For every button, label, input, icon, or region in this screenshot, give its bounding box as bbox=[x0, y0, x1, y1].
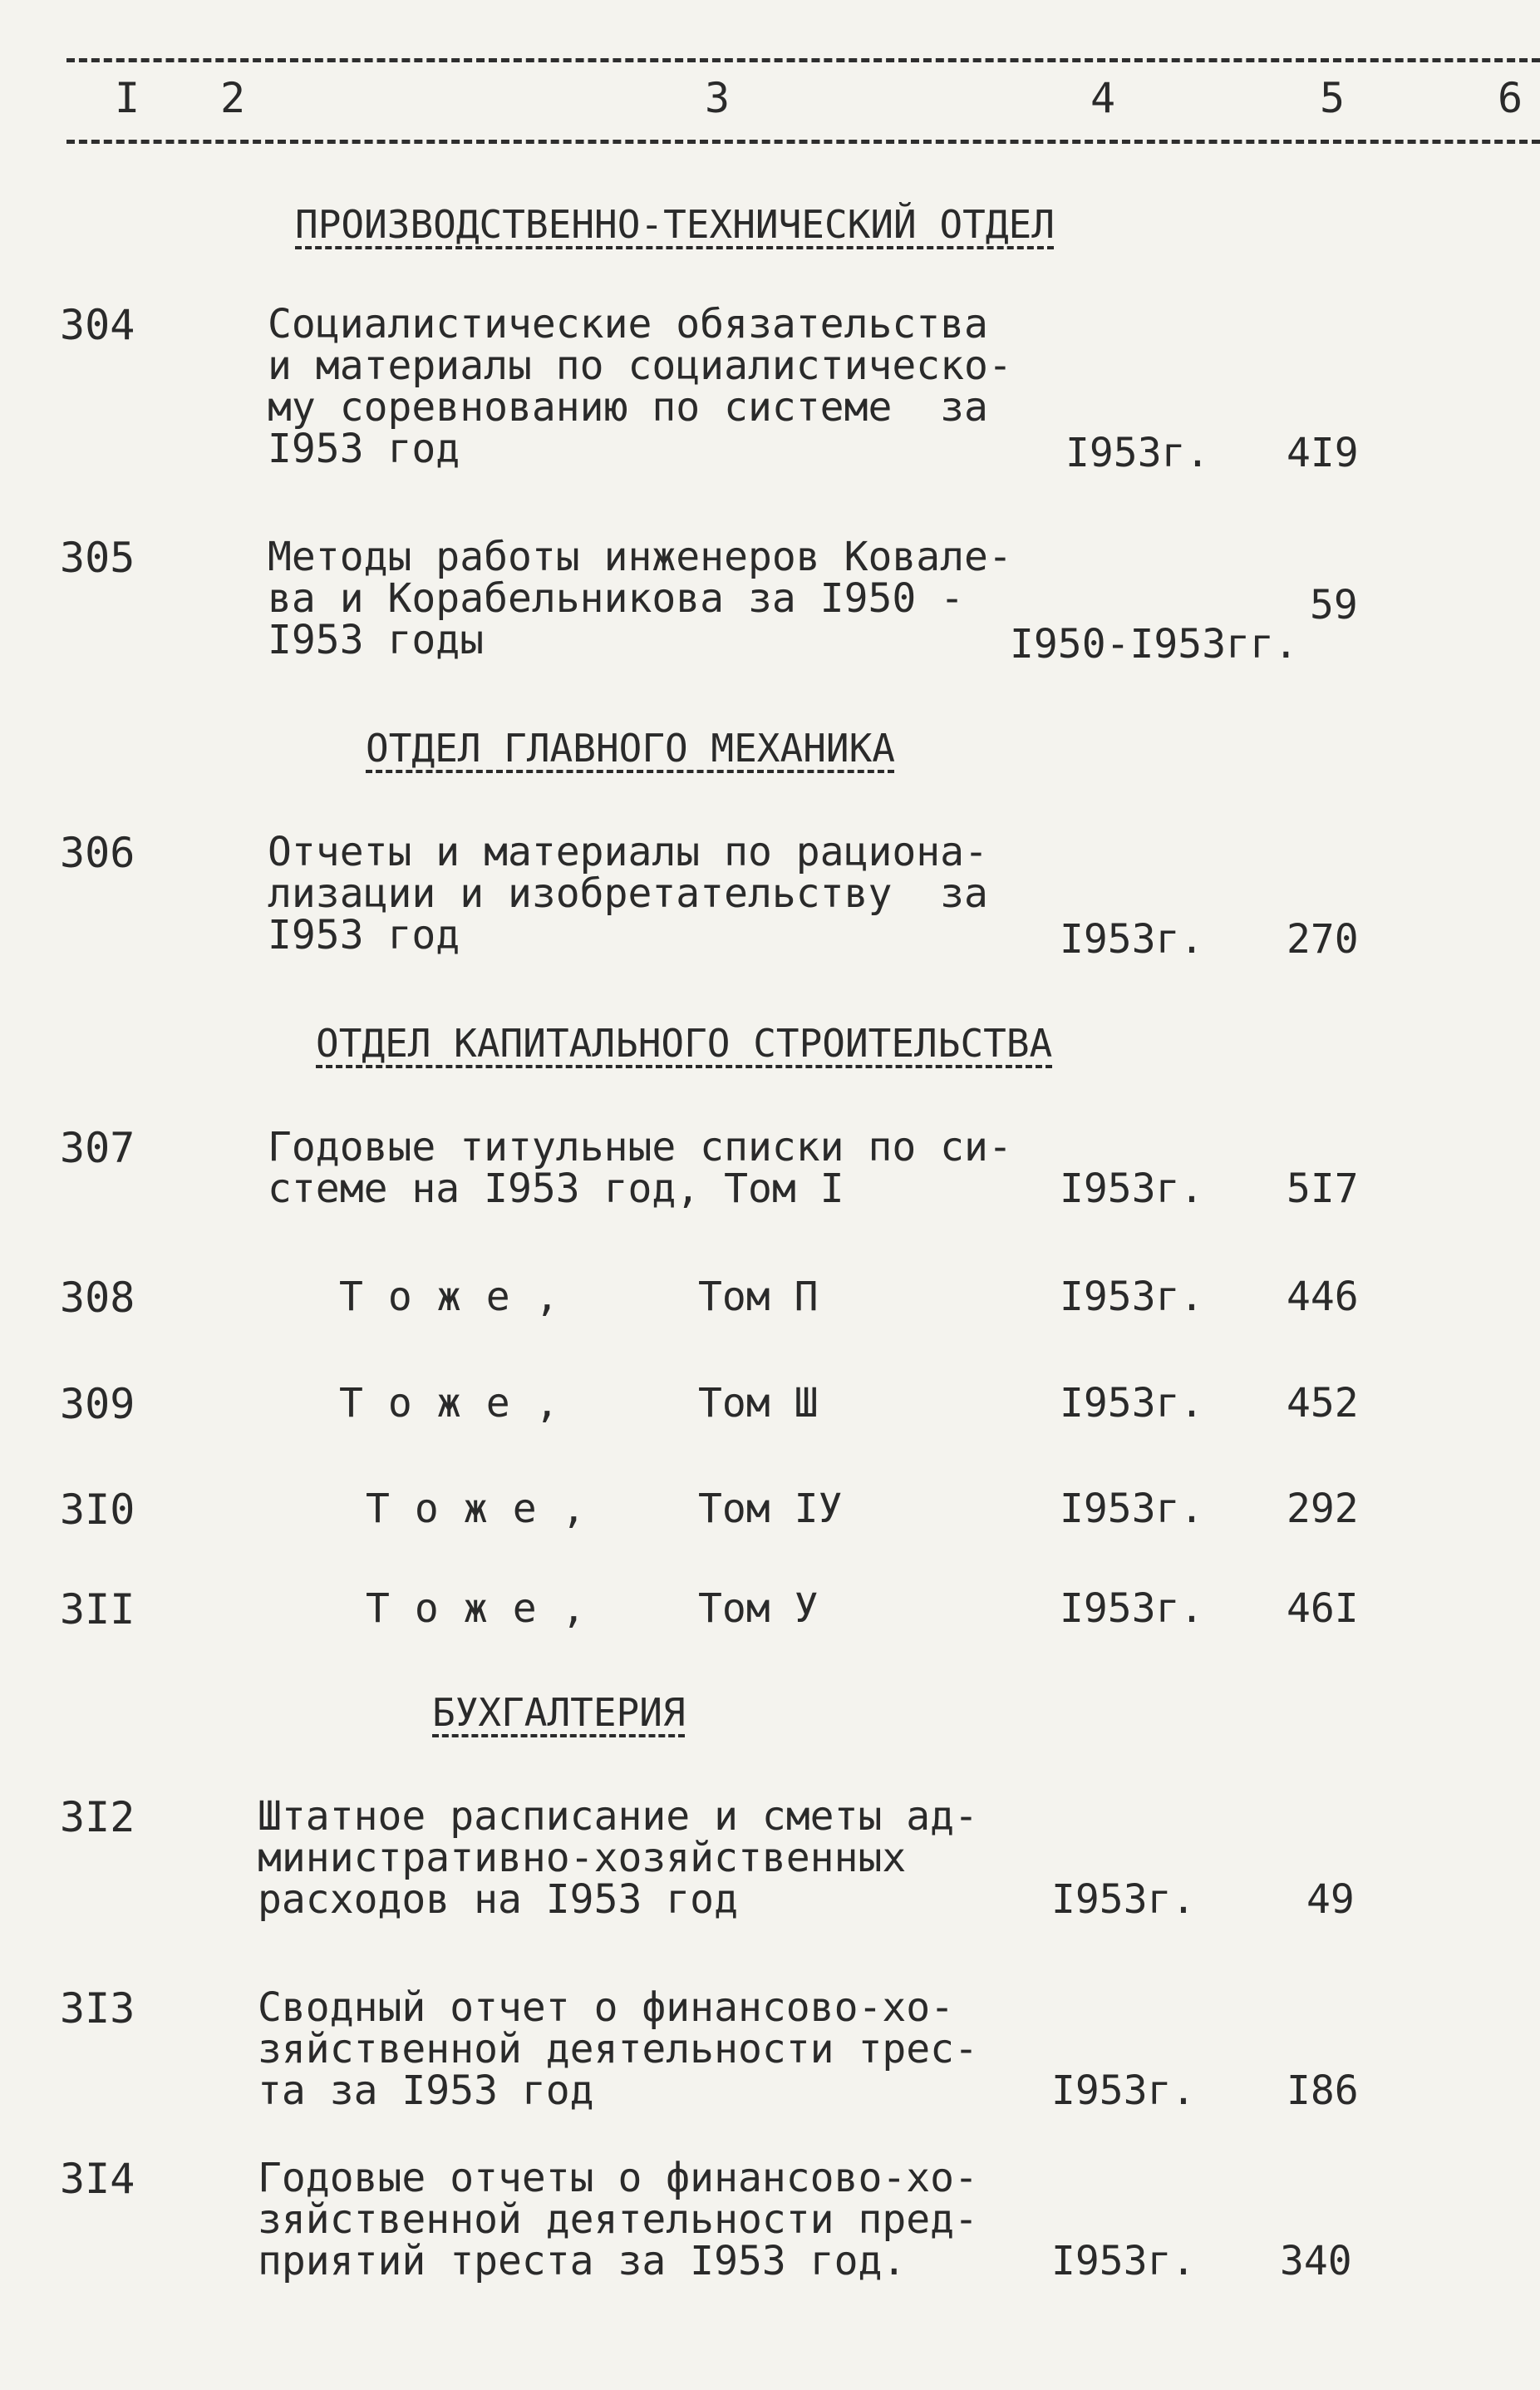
entry-volume: Том Ш bbox=[698, 1380, 819, 1427]
section-heading: ПРОИЗВОДСТВЕННО-ТЕХНИЧЕСКИЙ ОТДЕЛ bbox=[295, 202, 1055, 247]
entry-sheet-count: 292 bbox=[1287, 1486, 1359, 1532]
entry-title: Отчеты и материалы по рациона- лизации и изобретательству за I953 год bbox=[268, 829, 988, 958]
entry-number: 305 bbox=[60, 534, 135, 582]
entry-number: 3I3 bbox=[60, 1984, 135, 2033]
entry-volume: Том П bbox=[698, 1274, 819, 1320]
entry-title: Годовые титульные списки по си- стеме на I953 год, Том I bbox=[268, 1124, 1012, 1212]
entry-date: I953г. bbox=[1060, 1585, 1204, 1632]
entry-ditto: Тоже, bbox=[366, 1585, 611, 1632]
entry-number: 304 bbox=[60, 301, 135, 349]
entry-number: 3I4 bbox=[60, 2155, 135, 2203]
entry-date: I953г. bbox=[1060, 1165, 1204, 1212]
entry-volume: Том IУ bbox=[698, 1486, 843, 1532]
entry-ditto: Тоже, bbox=[339, 1274, 584, 1320]
entry-date: I953г. bbox=[1060, 1486, 1204, 1532]
entry-sheet-count: 270 bbox=[1287, 916, 1359, 963]
entry-sheet-count: 446 bbox=[1287, 1274, 1359, 1320]
entry-sheet-count: 4I9 bbox=[1287, 430, 1359, 476]
section-heading: ОТДЕЛ КАПИТАЛЬНОГО СТРОИТЕЛЬСТВА bbox=[316, 1021, 1053, 1066]
entry-sheet-count: I86 bbox=[1287, 2067, 1359, 2114]
column-number: I bbox=[115, 74, 140, 122]
entry-number: 3II bbox=[60, 1585, 135, 1634]
entry-date: I953г. bbox=[1051, 1876, 1196, 1923]
entry-date: I953г. bbox=[1060, 1380, 1204, 1427]
entry-ditto: Тоже, bbox=[366, 1486, 611, 1532]
entry-sheet-count: 452 bbox=[1287, 1380, 1359, 1427]
entry-number: 3I2 bbox=[60, 1793, 135, 1841]
entry-date: I953г. bbox=[1060, 916, 1204, 963]
column-number: 3 bbox=[705, 74, 731, 122]
column-number: 5 bbox=[1320, 74, 1346, 122]
entry-number: 309 bbox=[60, 1380, 135, 1428]
column-number-header bbox=[0, 73, 1540, 123]
entry-number: 308 bbox=[60, 1274, 135, 1322]
entry-sheet-count: 340 bbox=[1280, 2238, 1352, 2284]
entry-sheet-count: 5I7 bbox=[1287, 1165, 1359, 1212]
entry-volume: Том У bbox=[698, 1585, 819, 1632]
entry-date: I953г. bbox=[1065, 430, 1210, 476]
entry-number: 306 bbox=[60, 829, 135, 877]
entry-number: 307 bbox=[60, 1124, 135, 1172]
entry-title: Сводный отчет о финансово-хо- зяйственной деятельности трес- та за I953 год bbox=[258, 1984, 978, 2114]
entry-sheet-count: 59 bbox=[1310, 582, 1358, 628]
header-bottom-rule bbox=[66, 140, 1540, 144]
entry-title: Годовые отчеты о финансово-хо- зяйственной деятельности пред- приятий треста за I953 год. bbox=[258, 2155, 978, 2284]
header-top-rule bbox=[66, 58, 1540, 62]
entry-number: 3I0 bbox=[60, 1486, 135, 1534]
entry-title: Методы работы инженеров Ковале- ва и Корабельникова за I950 - I953 годы bbox=[268, 534, 1012, 663]
entry-title: Социалистические обязательства и материалы по социалистическо- му соревнованию по системе за I953 год bbox=[268, 301, 1012, 472]
section-heading: ОТДЕЛ ГЛАВНОГО МЕХАНИКА bbox=[366, 726, 895, 771]
section-heading: БУХГАЛТЕРИЯ bbox=[432, 1690, 686, 1735]
entry-sheet-count: 46I bbox=[1287, 1585, 1359, 1632]
entry-date: I953г. bbox=[1060, 1274, 1204, 1320]
column-number: 6 bbox=[1498, 74, 1523, 122]
column-number: 2 bbox=[220, 74, 246, 122]
entry-date: I950-I953гг. bbox=[1010, 621, 1298, 668]
entry-date: I953г. bbox=[1051, 2067, 1196, 2114]
entry-title: Штатное расписание и сметы ад- министративно-хозяйственных расходов на I953 год bbox=[258, 1793, 978, 1923]
entry-sheet-count: 49 bbox=[1306, 1876, 1355, 1923]
entry-ditto: Тоже, bbox=[339, 1380, 584, 1427]
entry-date: I953г. bbox=[1051, 2238, 1196, 2284]
column-number: 4 bbox=[1090, 74, 1116, 122]
